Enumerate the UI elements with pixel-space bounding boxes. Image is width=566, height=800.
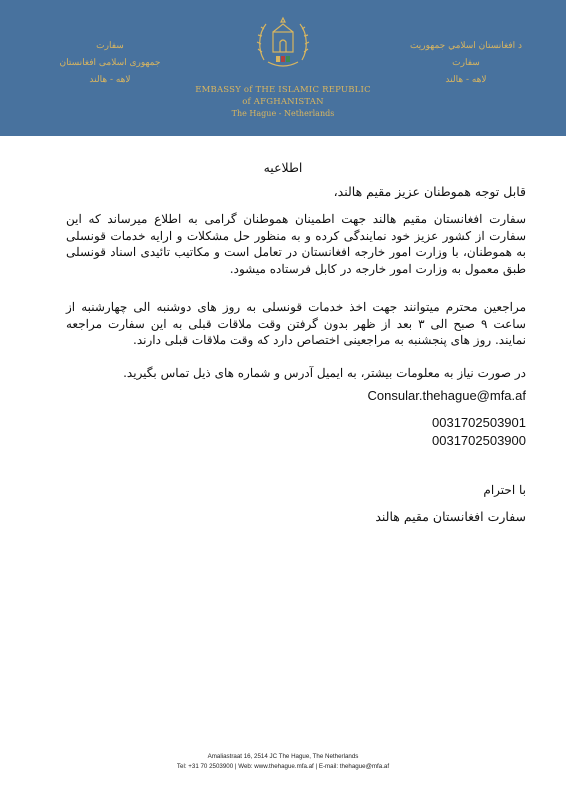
afghanistan-emblem-icon [254,12,312,76]
embassy-name-line1: EMBASSY of THE ISLAMIC REPUBLIC [195,85,371,95]
paragraph-1: سفارت افغانستان مقیم هالند جهت اطمینان هموطنان گرامی به اطلاع میرساند که این سفارت از کشور عزیز خود نمایندگی کرده و به منظور حل مشکلات و ارایه خدمات قونسلی به هموطنان، با وزارت امور خارجه افغانستان در تعامل است و مکاتیب تائیدی اسناد قونسلی طبق معمول به وزارت امور خارجه در کابل فرستاده میشود. [66,212,526,276]
signature: سفارت افغانستان مقیم هالند [375,509,526,524]
closing: با احترام [483,483,526,497]
letterhead-right-line: لاهه - هالند [445,75,487,85]
salutation: قابل توجه هموطنان عزیز مقیم هالند، [333,184,526,199]
email-address: Consular.thehague@mfa.af [367,388,526,403]
letterhead-left-line: لاهه - هالند [89,75,131,85]
paragraph-3: در صورت نیاز به معلومات بیشتر، به ایمیل آدرس و شماره های ذیل تماس بگیرید. [123,366,526,380]
paragraph-2: مراجعین محترم میتوانند جهت اخذ خدمات قونسلی به روز های دوشنبه الی چهارشنبه از ساعت ۹ صبح الی ۳ بعد از ظهر بدون گرفتن وقت ملاقات قبلی به این سفارت مراجعه نمایند. روز های پنجشنبه به مراجعینی اختصاص دارد که وقت ملاقات قبلی دارند. [66,300,526,347]
phone-number-1: 0031702503901 [432,415,526,430]
letterhead-left-line: سفارت [96,41,124,51]
notice-heading: اطلاعیه [263,160,303,175]
embassy-name-block [180,84,386,120]
letterhead-right-block [396,38,536,89]
letterhead-left-block [40,38,180,89]
letterhead-banner [0,0,566,136]
letterhead-right-line: سفارت [452,58,480,68]
embassy-location: The Hague - Netherlands [231,109,335,118]
footer-contact: Tel: +31 70 2503900 | Web: www.thehague.mfa.af | E-mail: thehague@mfa.af [176,763,390,770]
embassy-name-line2: of AFGHANISTAN [242,97,324,107]
letterhead-right-line: د افغانستان اسلامي جمهوریت [409,41,523,51]
letterhead-left-line: جمهوری اسلامی افغانستان [59,58,161,68]
footer-address: Amaliastraat 16, 2514 JC The Hague, The Netherlands [207,753,359,760]
phone-number-2: 0031702503900 [432,433,526,448]
